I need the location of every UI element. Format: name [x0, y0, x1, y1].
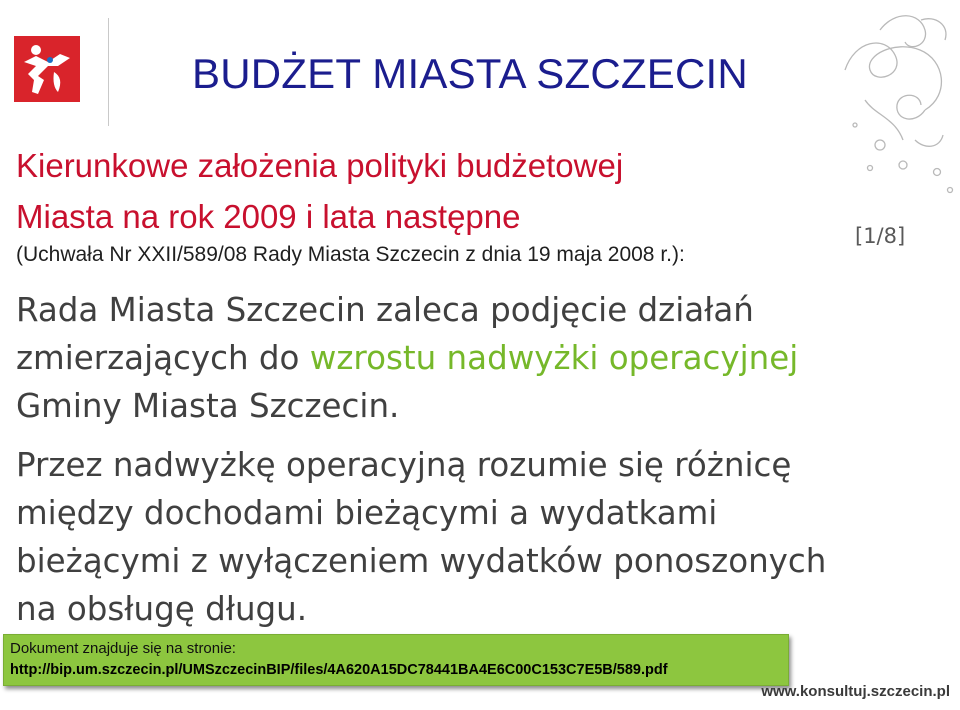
- paragraph1-end: Gminy Miasta Szczecin.: [16, 387, 400, 425]
- page-title: BUDŻET MIASTA SZCZECIN: [192, 50, 748, 97]
- resolution-reference: (Uchwała Nr XXII/589/08 Rady Miasta Szczecin z dnia 19 maja 2008 r.):: [16, 243, 685, 266]
- document-url-link[interactable]: http://bip.um.szczecin.pl/UMSzczecinBIP/files/4A620A15DC78441BA4E6C00C153C7E5B/589.pdf: [10, 662, 668, 678]
- page-indicator: [1/8]: [855, 224, 906, 248]
- heading-line-2: Miasta na rok 2009 i lata następne: [16, 198, 521, 235]
- heading-line-1: Kierunkowe założenia polityki budżetowej: [16, 147, 624, 184]
- footer-website[interactable]: www.konsultuj.szczecin.pl: [761, 683, 950, 700]
- definition-paragraph: Przez nadwyżkę operacyjną rozumie się różnicę między dochodami bieżącymi a wydatkami bieżącymi z wyłączeniem wydatków ponoszonych na obsługę długu.: [16, 446, 827, 628]
- szczecin-city-logo-icon: [14, 36, 80, 102]
- header-divider: [108, 18, 109, 126]
- section-heading: [16, 140, 816, 242]
- document-link-box: [3, 634, 789, 686]
- decorative-swirl-icon: [825, 0, 960, 220]
- notice-label: Dokument znajduje się na stronie:: [10, 640, 236, 657]
- highlighted-phrase: wzrostu nadwyżki operacyjnej: [309, 339, 799, 377]
- paragraph1-start: Rada Miasta Szczecin zaleca podjęcie działań zmierzających do: [16, 291, 754, 377]
- recommendation-paragraph: [16, 286, 836, 430]
